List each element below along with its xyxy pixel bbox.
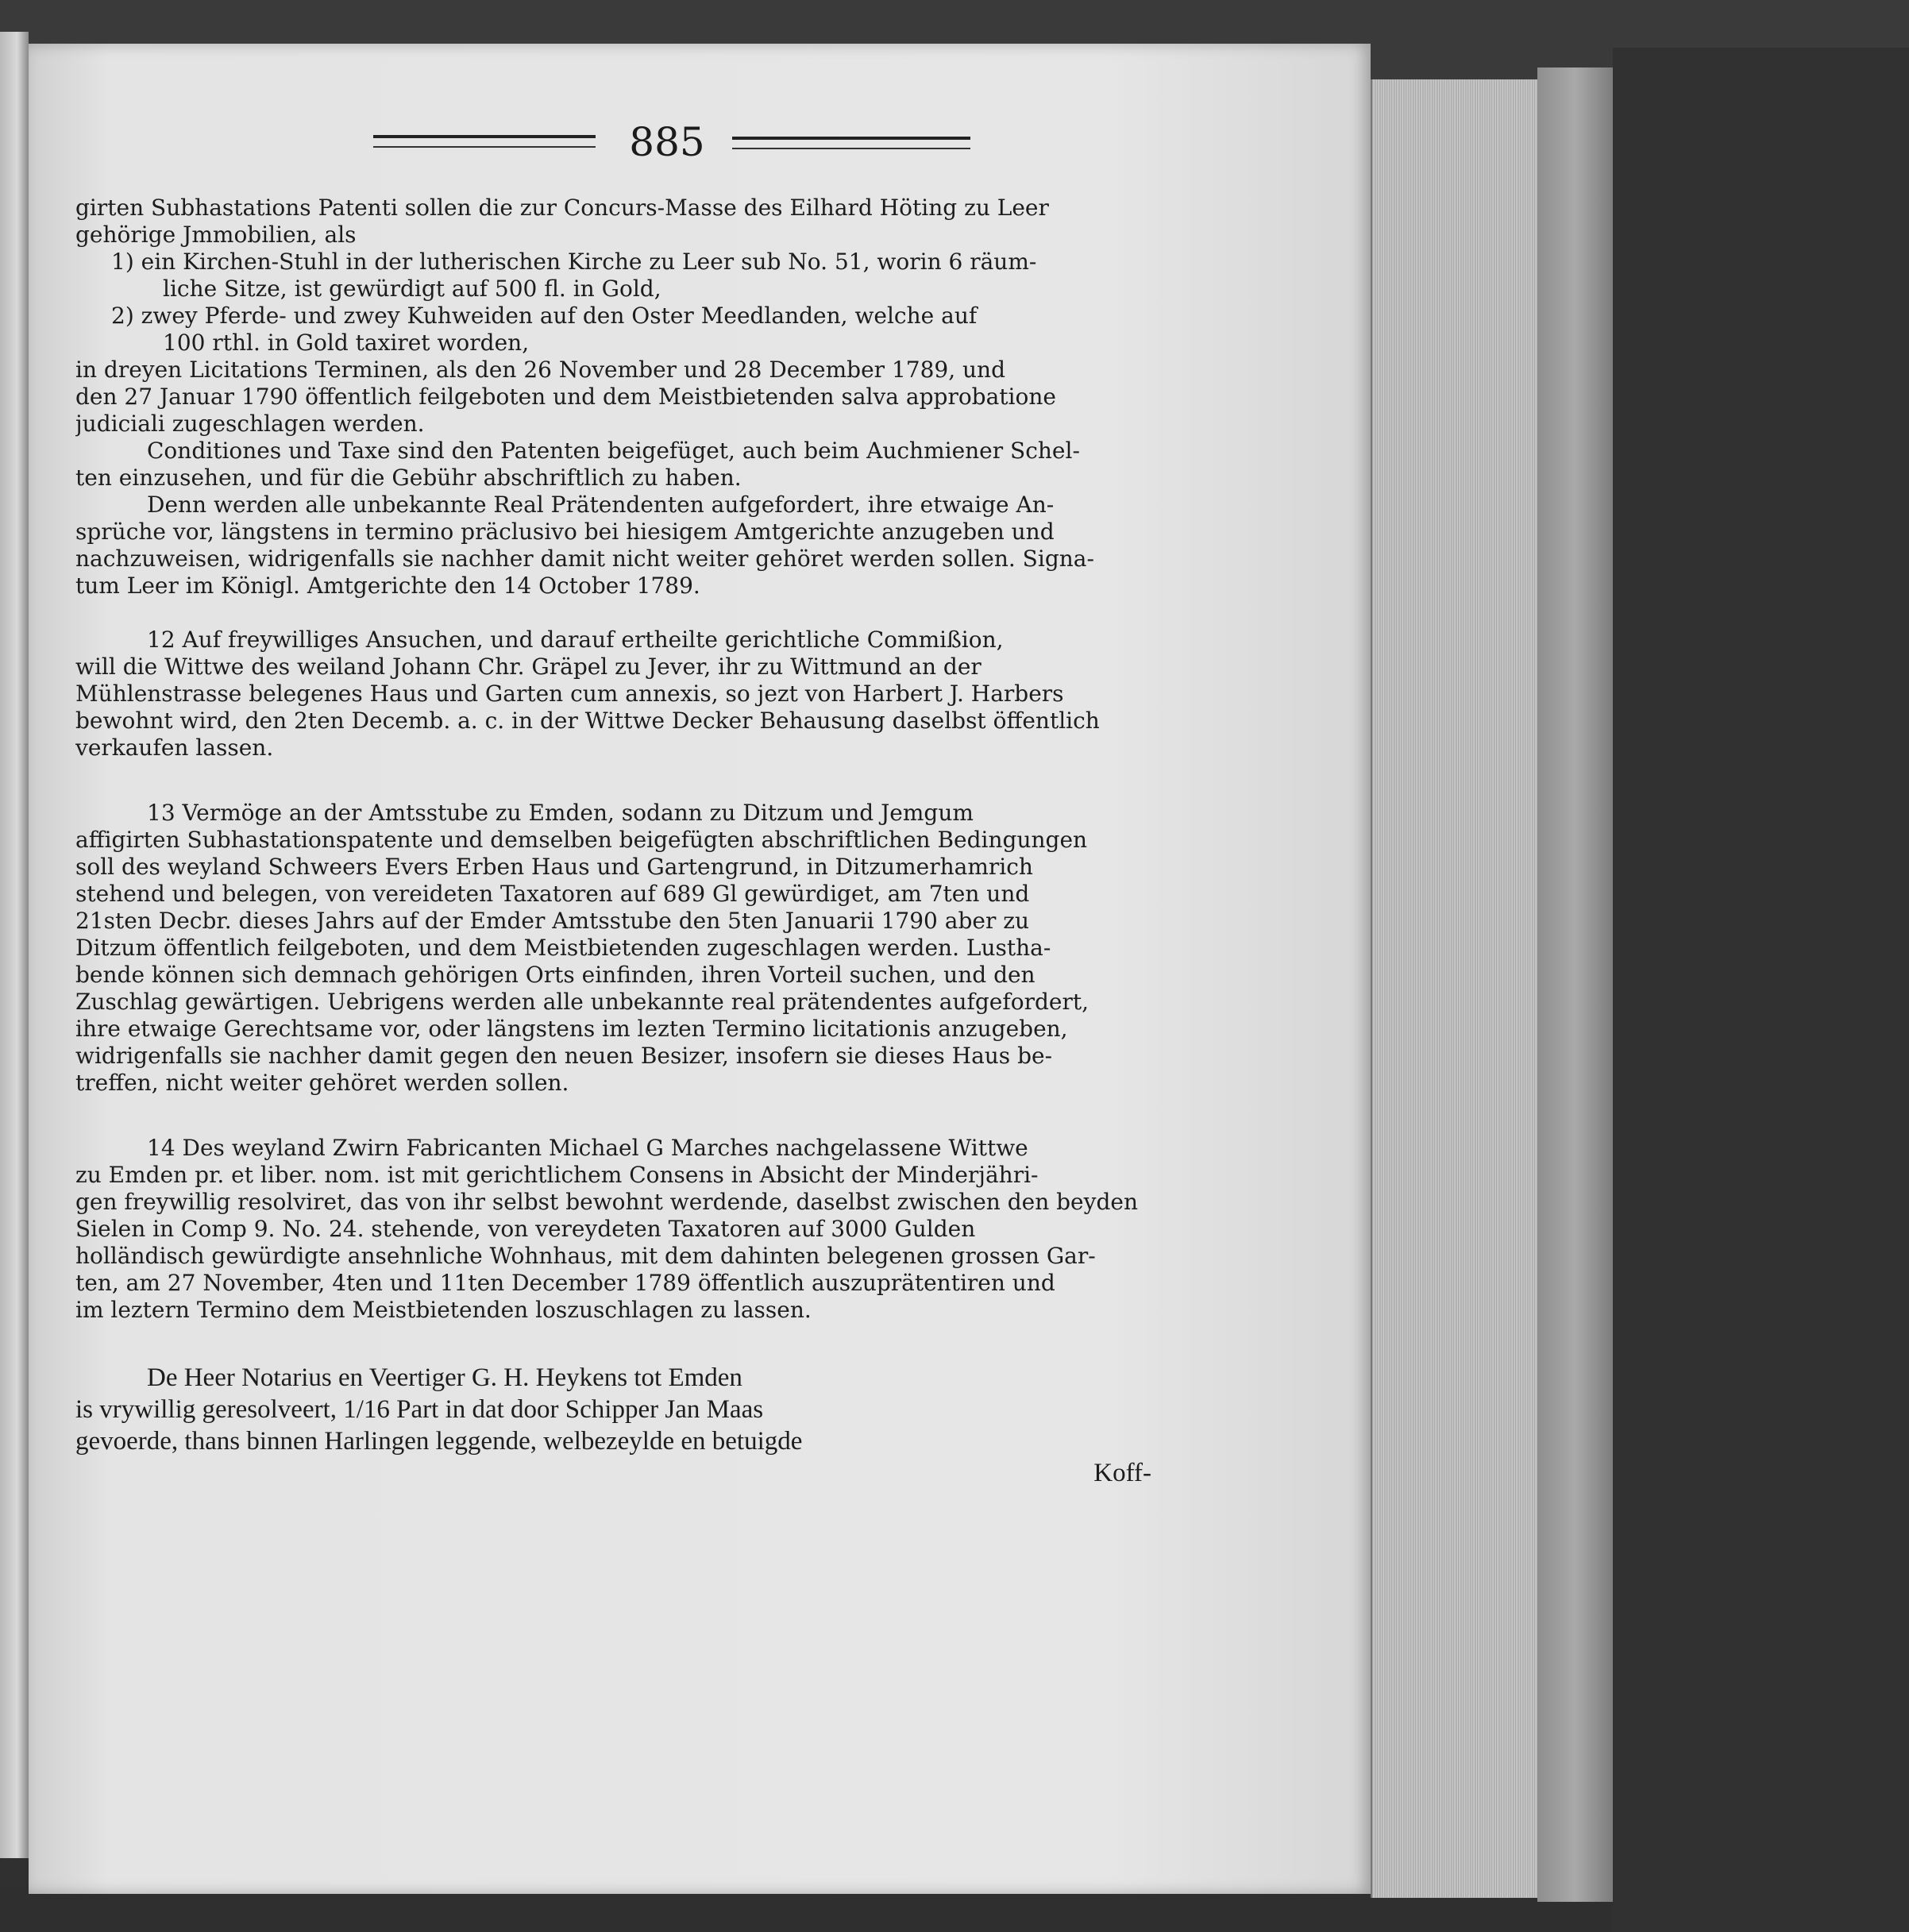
text-line: im leztern Termino dem Meistbietenden loszuschlagen zu lassen. <box>75 1297 812 1323</box>
text-line: ten einzusehen, und für die Gebühr abschriftlich zu haben. <box>75 465 742 491</box>
book-cover-edge <box>1537 67 1613 1902</box>
text-line: 100 rthl. in Gold taxiret worden, <box>163 330 530 356</box>
text-line: 14 Des weyland Zwirn Fabricanten Michael G Marches nachgelassene Wittwe <box>147 1135 1028 1161</box>
page-text <box>75 195 1179 1489</box>
background <box>1613 48 1909 1932</box>
text-line: affigirten Subhastationspatente und demselben beigefügten abschriftlichen Bedingungen <box>75 827 1088 853</box>
paragraph-gap <box>75 762 1179 800</box>
text-line: bewohnt wird, den 2ten Decemb. a. c. in der Wittwe Decker Behausung daselbst öffentlich <box>75 708 1100 734</box>
text-line: gen freywillig resolviret, das von ihr selbst bewohnt werdende, daselbst zwischen den beyden <box>75 1189 1138 1215</box>
text-line: De Heer Notarius en Veertiger G. H. Heykens tot Emden <box>147 1363 742 1392</box>
header-rule-right <box>732 137 970 149</box>
text-line: sprüche vor, längstens in termino präclusivo bei hiesigem Amtgerichte anzugeben und <box>75 519 1055 545</box>
text-line: 2) zwey Pferde- und zwey Kuhweiden auf den Oster Meedlanden, welche auf <box>111 303 978 329</box>
text-line: Zuschlag gewärtigen. Uebrigens werden alle unbekannte real prätendentes aufgefordert, <box>75 989 1089 1015</box>
text-line: tum Leer im Königl. Amtgerichte den 14 October 1789. <box>75 573 700 599</box>
text-line: holländisch gewürdigte ansehnliche Wohnhaus, mit dem dahinten belegenen grossen Gar- <box>75 1243 1096 1269</box>
text-line: judiciali zugeschlagen werden. <box>75 411 425 437</box>
text-line: Denn werden alle unbekannte Real Prätendenten aufgefordert, ihre etwaige An- <box>147 492 1055 518</box>
text-line: verkaufen lassen. <box>75 735 274 761</box>
text-line: widrigenfalls sie nachher damit gegen den neuen Besizer, insofern sie dieses Haus be- <box>75 1043 1053 1069</box>
text-line: den 27 Januar 1790 öffentlich feilgeboten und dem Meistbietenden salva approbatione <box>75 384 1056 410</box>
text-line: zu Emden pr. et liber. nom. ist mit gerichtlichem Consens in Absicht der Minderjähri- <box>75 1162 1039 1188</box>
text-line: 21sten Decbr. dieses Jahrs auf der Emder Amtsstube den 5ten Januarii 1790 aber zu <box>75 908 1030 934</box>
paragraph-gap <box>75 1097 1179 1135</box>
left-page-edge <box>0 32 29 1858</box>
text-line: treffen, nicht weiter gehöret werden sollen. <box>75 1070 569 1096</box>
text-line: Conditiones und Taxe sind den Patenten beigefüget, auch beim Auchmiener Schel- <box>147 438 1080 464</box>
text-line: Mühlenstrasse belegenes Haus und Garten cum annexis, so jezt von Harbert J. Harbers <box>75 681 1064 707</box>
text-line: gevoerde, thans binnen Harlingen leggende, welbezeylde en betuigde <box>75 1427 803 1456</box>
page-header <box>373 119 985 167</box>
text-line: 13 Vermöge an der Amtsstube zu Emden, sodann zu Ditzum und Jemgum <box>147 800 974 826</box>
text-line: soll des weyland Schweers Evers Erben Haus und Gartengrund, in Ditzumerhamrich <box>75 854 1033 880</box>
header-rule-left <box>373 135 596 148</box>
catchword: Koff- <box>1093 1459 1151 1487</box>
paragraph-gap <box>75 1324 1179 1362</box>
text-line: ten, am 27 November, 4ten und 11ten December 1789 öffentlich auszuprätentiren und <box>75 1270 1055 1296</box>
page-edges <box>1371 79 1539 1898</box>
paragraph-gap <box>75 600 1179 627</box>
text-line: 1) ein Kirchen-Stuhl in der lutherischen Kirche zu Leer sub No. 51, worin 6 räum- <box>111 249 1037 275</box>
page-number: 885 <box>629 119 705 165</box>
text-line: stehend und belegen, von vereideten Taxatoren auf 689 Gl gewürdiget, am 7ten und <box>75 881 1030 907</box>
text-line: is vrywillig geresolveert, 1/16 Part in dat door Schipper Jan Maas <box>75 1395 764 1424</box>
text-line: Ditzum öffentlich feilgeboten, und dem Meistbietenden zugeschlagen werden. Lustha- <box>75 935 1051 961</box>
text-line: gehörige Jmmobilien, als <box>75 222 357 248</box>
text-line: ihre etwaige Gerechtsame vor, oder längstens im lezten Termino licitationis anzugeben, <box>75 1016 1068 1042</box>
text-line: in dreyen Licitations Terminen, als den 26 November und 28 December 1789, und <box>75 357 1006 383</box>
text-line: girten Subhastations Patenti sollen die zur Concurs-Masse des Eilhard Höting zu Leer <box>75 195 1049 221</box>
text-line: will die Wittwe des weiland Johann Chr. Gräpel zu Jever, ihr zu Wittmund an der <box>75 654 981 680</box>
text-line: nachzuweisen, widrigenfalls sie nachher damit nicht weiter gehöret werden sollen. Signa- <box>75 546 1094 572</box>
text-line: liche Sitze, ist gewürdigt auf 500 fl. in Gold, <box>163 276 661 302</box>
text-line: 12 Auf freywilliges Ansuchen, und darauf ertheilte gerichtliche Commißion, <box>147 627 1004 653</box>
text-line: Sielen in Comp 9. No. 24. stehende, von vereydeten Taxatoren auf 3000 Gulden <box>75 1216 976 1242</box>
text-line: bende können sich demnach gehörigen Orts einfinden, ihren Vorteil suchen, und den <box>75 962 1035 988</box>
